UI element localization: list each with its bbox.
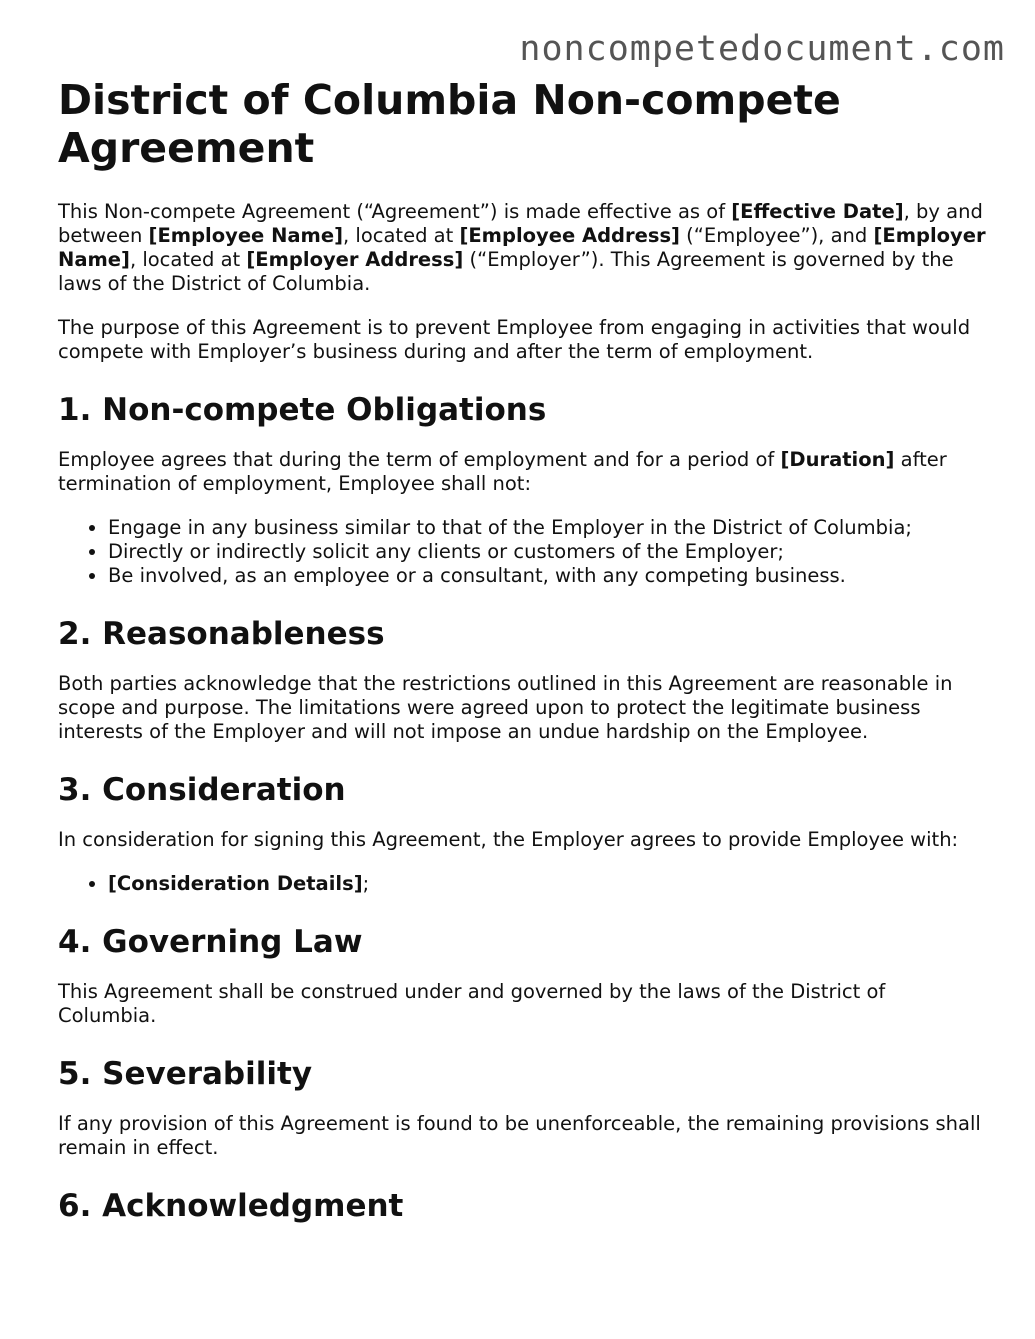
intro-text-3: , located at (343, 224, 460, 247)
intro-paragraph (58, 200, 988, 296)
section-1-paragraph (58, 448, 988, 496)
consideration-list (58, 872, 988, 896)
list-item: • Engage in any business similar to that of the Employer in the District of Columbia; (108, 516, 988, 540)
list-item: • Directly or indirectly solicit any clients or customers of the Employer; (108, 540, 988, 564)
section-1-text-1: Employee agrees that during the term of employment and for a period of (58, 448, 781, 471)
consideration-suffix: ; (362, 872, 370, 895)
section-1-text-2: after termination of employment, Employee shall not: (58, 448, 947, 495)
section-5-heading: 5. Severability (58, 1056, 313, 1092)
section-2-heading: 2. Reasonableness (58, 616, 385, 652)
employee-name-placeholder: [Employee Name] (148, 224, 344, 247)
section-6-heading: 6. Acknowledgment (58, 1188, 404, 1224)
duration-placeholder: [Duration] (780, 448, 895, 471)
list-item: • Be involved, as an employee or a consultant, with any competing business. (108, 564, 988, 588)
employer-address-placeholder: [Employer Address] (246, 248, 464, 271)
consideration-details-placeholder: [Consideration Details] (108, 872, 363, 895)
section-3-heading: 3. Consideration (58, 772, 346, 808)
section-3-paragraph: In consideration for signing this Agreement, the Employer agrees to provide Employee with: (58, 828, 959, 851)
section-5-paragraph: If any provision of this Agreement is found to be unenforceable, the remaining provisions shall remain in effect. (58, 1112, 981, 1159)
section-2-paragraph: Both parties acknowledge that the restrictions outlined in this Agreement are reasonable in scope and purpose. The limitations were agreed upon to protect the legitimate business interests of the Employer and will not impose an undue hardship on the Employee. (58, 672, 953, 743)
obligations-list (58, 516, 988, 588)
effective-date-placeholder: [Effective Date] (731, 200, 904, 223)
employer-name-placeholder: [Employer Name] (58, 224, 986, 271)
intro-text-4: (“Employee”), and (679, 224, 874, 247)
intro-text-6: (“Employer”). This Agreement is governed by the laws of the District of Columbia. (58, 248, 954, 295)
section-4-heading: 4. Governing Law (58, 924, 363, 960)
intro-text-1: This Non-compete Agreement (“Agreement”) is made effective as of (58, 200, 732, 223)
section-1-heading: 1. Non-compete Obligations (58, 392, 547, 428)
intro-text-5: , located at (129, 248, 247, 271)
document-page (58, 76, 988, 1244)
intro-text-2: , by and between (58, 200, 983, 247)
page-title: District of Columbia Non-compete Agreement (58, 76, 841, 172)
purpose-paragraph: The purpose of this Agreement is to prevent Employee from engaging in activities that would compete with Employer’s business during and after the term of employment. (58, 316, 971, 363)
employee-address-placeholder: [Employee Address] (459, 224, 680, 247)
section-4-paragraph: This Agreement shall be construed under and governed by the laws of the District of Columbia. (58, 980, 886, 1027)
list-item (108, 872, 988, 896)
watermark: noncompetedocument.com (519, 29, 1005, 69)
